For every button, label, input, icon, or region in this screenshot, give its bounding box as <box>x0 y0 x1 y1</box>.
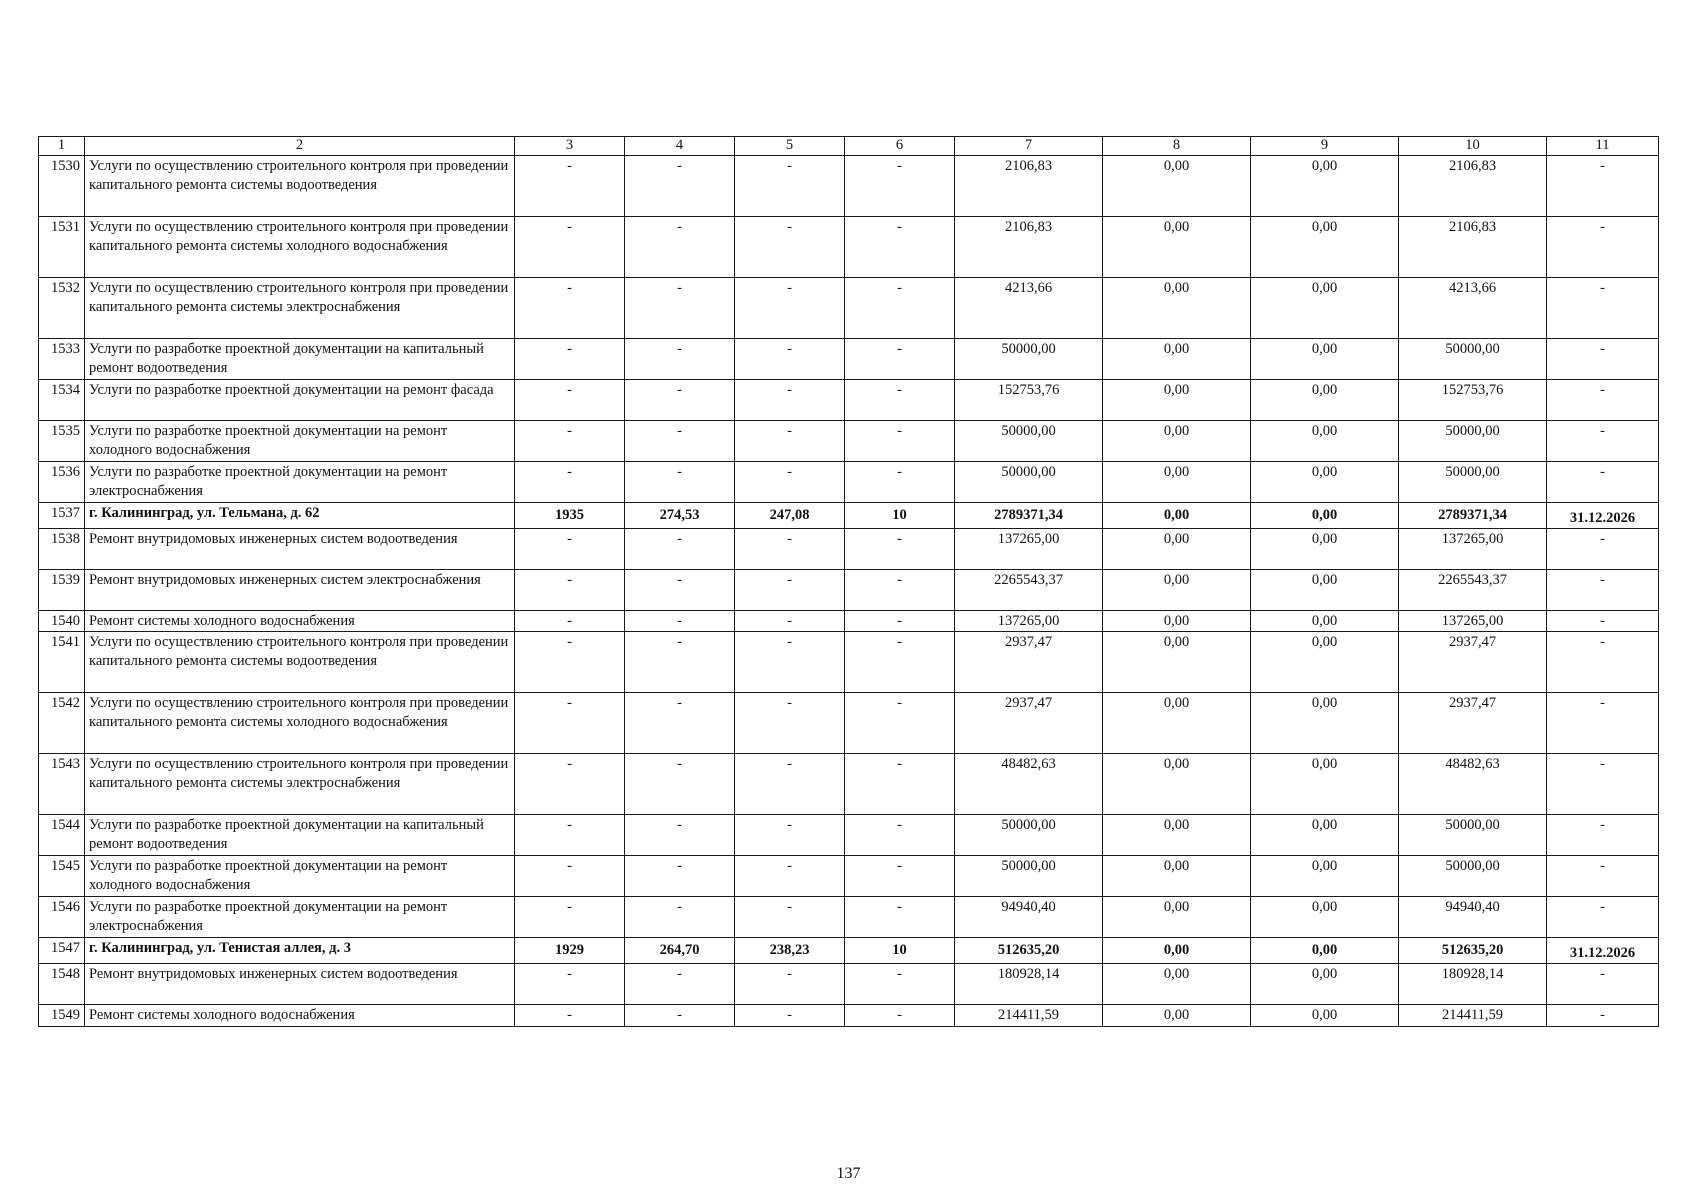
cell-row-number: 1545 <box>39 856 85 897</box>
cell-param-3: - <box>515 156 625 217</box>
cell-param-4: - <box>625 632 735 693</box>
cell-amount-8: 0,00 <box>1103 693 1251 754</box>
cell-amount-8: 0,00 <box>1103 938 1251 964</box>
table-row <box>39 462 1659 503</box>
cell-description: Ремонт внутридомовых инженерных систем водоотведения <box>85 529 515 570</box>
cell-param-4: - <box>625 570 735 611</box>
cell-amount-7: 94940,40 <box>955 897 1103 938</box>
cell-amount-7: 152753,76 <box>955 380 1103 421</box>
cell-description: Услуги по разработке проектной документации на ремонт холодного водоснабжения <box>85 856 515 897</box>
cell-deadline: - <box>1547 278 1659 339</box>
column-header-6: 6 <box>845 137 955 156</box>
cell-amount-10: 137265,00 <box>1399 611 1547 632</box>
cell-deadline: - <box>1547 570 1659 611</box>
cell-description: Услуги по разработке проектной документации на ремонт электроснабжения <box>85 897 515 938</box>
cell-description: Ремонт системы холодного водоснабжения <box>85 611 515 632</box>
cell-param-3: - <box>515 278 625 339</box>
table-header-row <box>39 137 1659 156</box>
table-row <box>39 964 1659 1005</box>
cell-param-4: - <box>625 421 735 462</box>
cell-param-6: - <box>845 815 955 856</box>
cell-amount-8: 0,00 <box>1103 1005 1251 1027</box>
cell-row-number: 1532 <box>39 278 85 339</box>
cell-amount-9: 0,00 <box>1251 156 1399 217</box>
column-header-8: 8 <box>1103 137 1251 156</box>
table-row <box>39 1005 1659 1027</box>
cell-param-5: - <box>735 693 845 754</box>
cell-param-6: - <box>845 754 955 815</box>
cell-amount-7: 180928,14 <box>955 964 1103 1005</box>
cell-param-6: - <box>845 964 955 1005</box>
cell-amount-8: 0,00 <box>1103 380 1251 421</box>
cell-description: Услуги по разработке проектной документации на капитальный ремонт водоотведения <box>85 339 515 380</box>
cell-amount-10: 50000,00 <box>1399 815 1547 856</box>
column-header-10: 10 <box>1399 137 1547 156</box>
cell-param-3: - <box>515 421 625 462</box>
table-row <box>39 570 1659 611</box>
cell-deadline: - <box>1547 964 1659 1005</box>
cell-amount-10: 180928,14 <box>1399 964 1547 1005</box>
cell-param-6: - <box>845 339 955 380</box>
cell-amount-10: 48482,63 <box>1399 754 1547 815</box>
cell-row-number: 1544 <box>39 815 85 856</box>
cell-description: Ремонт внутридомовых инженерных систем электроснабжения <box>85 570 515 611</box>
cell-amount-9: 0,00 <box>1251 462 1399 503</box>
cell-deadline: - <box>1547 693 1659 754</box>
cell-amount-7: 50000,00 <box>955 856 1103 897</box>
cell-amount-7: 512635,20 <box>955 938 1103 964</box>
table-row <box>39 278 1659 339</box>
cell-row-number: 1537 <box>39 503 85 529</box>
cell-amount-8: 0,00 <box>1103 217 1251 278</box>
cell-param-3: - <box>515 611 625 632</box>
cell-amount-7: 214411,59 <box>955 1005 1103 1027</box>
cell-param-6: - <box>845 156 955 217</box>
table-row <box>39 156 1659 217</box>
cell-deadline: - <box>1547 856 1659 897</box>
cell-amount-8: 0,00 <box>1103 570 1251 611</box>
cell-param-3: - <box>515 964 625 1005</box>
cell-deadline: - <box>1547 897 1659 938</box>
cell-amount-9: 0,00 <box>1251 217 1399 278</box>
table-row <box>39 897 1659 938</box>
cell-param-6: - <box>845 897 955 938</box>
table-row <box>39 856 1659 897</box>
cell-param-4: - <box>625 339 735 380</box>
cell-param-4: - <box>625 217 735 278</box>
cell-amount-8: 0,00 <box>1103 503 1251 529</box>
cell-param-4: - <box>625 815 735 856</box>
cell-row-number: 1547 <box>39 938 85 964</box>
cell-amount-7: 2789371,34 <box>955 503 1103 529</box>
cell-deadline: - <box>1547 529 1659 570</box>
cell-param-3: - <box>515 380 625 421</box>
cell-amount-9: 0,00 <box>1251 964 1399 1005</box>
column-header-7: 7 <box>955 137 1103 156</box>
cell-description: Услуги по разработке проектной документации на ремонт холодного водоснабжения <box>85 421 515 462</box>
column-header-2: 2 <box>85 137 515 156</box>
cell-deadline: 31.12.2026 <box>1547 503 1659 529</box>
cell-amount-10: 152753,76 <box>1399 380 1547 421</box>
cell-amount-8: 0,00 <box>1103 462 1251 503</box>
cell-description: Услуги по осуществлению строительного контроля при проведении капитального ремонта системы электроснабжения <box>85 754 515 815</box>
cell-row-number: 1530 <box>39 156 85 217</box>
cell-amount-8: 0,00 <box>1103 632 1251 693</box>
table-row <box>39 693 1659 754</box>
cell-param-3: - <box>515 217 625 278</box>
cell-description: г. Калининград, ул. Тенистая аллея, д. 3 <box>85 938 515 964</box>
cell-row-number: 1538 <box>39 529 85 570</box>
cell-amount-7: 48482,63 <box>955 754 1103 815</box>
table-row <box>39 611 1659 632</box>
cell-param-4: - <box>625 462 735 503</box>
cell-amount-10: 214411,59 <box>1399 1005 1547 1027</box>
cell-param-5: - <box>735 462 845 503</box>
cell-description: Услуги по осуществлению строительного контроля при проведении капитального ремонта системы холодного водоснабжения <box>85 693 515 754</box>
cell-description: Услуги по осуществлению строительного контроля при проведении капитального ремонта системы электроснабжения <box>85 278 515 339</box>
cell-description: Услуги по разработке проектной документации на ремонт электроснабжения <box>85 462 515 503</box>
cell-param-5: - <box>735 570 845 611</box>
cell-amount-7: 2937,47 <box>955 693 1103 754</box>
cell-param-6: 10 <box>845 503 955 529</box>
cell-amount-9: 0,00 <box>1251 380 1399 421</box>
cell-param-5: - <box>735 529 845 570</box>
cell-row-number: 1531 <box>39 217 85 278</box>
cell-amount-9: 0,00 <box>1251 632 1399 693</box>
cell-row-number: 1541 <box>39 632 85 693</box>
cell-deadline: - <box>1547 339 1659 380</box>
cell-amount-9: 0,00 <box>1251 529 1399 570</box>
cell-param-5: - <box>735 217 845 278</box>
column-header-3: 3 <box>515 137 625 156</box>
cell-param-5: - <box>735 421 845 462</box>
cell-row-number: 1549 <box>39 1005 85 1027</box>
cell-param-3: - <box>515 339 625 380</box>
cell-description: Услуги по осуществлению строительного контроля при проведении капитального ремонта системы водоотведения <box>85 156 515 217</box>
cell-amount-9: 0,00 <box>1251 611 1399 632</box>
cell-amount-10: 50000,00 <box>1399 339 1547 380</box>
cell-param-3: - <box>515 693 625 754</box>
page-number: 137 <box>836 1165 861 1182</box>
table-row <box>39 754 1659 815</box>
cell-amount-10: 4213,66 <box>1399 278 1547 339</box>
cell-row-number: 1540 <box>39 611 85 632</box>
cell-param-4: - <box>625 964 735 1005</box>
cell-amount-10: 2789371,34 <box>1399 503 1547 529</box>
cell-amount-10: 2106,83 <box>1399 156 1547 217</box>
cell-param-4: - <box>625 693 735 754</box>
registry-table-body <box>39 137 1659 1027</box>
cell-amount-9: 0,00 <box>1251 938 1399 964</box>
cell-param-5: - <box>735 1005 845 1027</box>
table-row <box>39 421 1659 462</box>
cell-param-6: - <box>845 693 955 754</box>
cell-deadline: - <box>1547 156 1659 217</box>
cell-amount-7: 4213,66 <box>955 278 1103 339</box>
cell-param-3: - <box>515 897 625 938</box>
cell-param-3: 1935 <box>515 503 625 529</box>
cell-amount-9: 0,00 <box>1251 897 1399 938</box>
cell-amount-9: 0,00 <box>1251 421 1399 462</box>
cell-param-5: - <box>735 856 845 897</box>
address-row <box>39 938 1659 964</box>
cell-amount-7: 137265,00 <box>955 529 1103 570</box>
cell-amount-10: 2937,47 <box>1399 632 1547 693</box>
cell-param-4: - <box>625 1005 735 1027</box>
cell-amount-10: 512635,20 <box>1399 938 1547 964</box>
cell-param-6: - <box>845 856 955 897</box>
cell-amount-8: 0,00 <box>1103 339 1251 380</box>
cell-amount-8: 0,00 <box>1103 529 1251 570</box>
cell-param-6: - <box>845 1005 955 1027</box>
cell-deadline: - <box>1547 421 1659 462</box>
cell-param-4: - <box>625 380 735 421</box>
registry-table-wrapper <box>38 136 1658 1027</box>
cell-param-5: 247,08 <box>735 503 845 529</box>
cell-amount-7: 137265,00 <box>955 611 1103 632</box>
cell-param-3: - <box>515 1005 625 1027</box>
cell-amount-9: 0,00 <box>1251 856 1399 897</box>
table-row <box>39 217 1659 278</box>
cell-deadline: - <box>1547 815 1659 856</box>
cell-param-6: - <box>845 632 955 693</box>
cell-param-3: - <box>515 570 625 611</box>
column-header-4: 4 <box>625 137 735 156</box>
cell-row-number: 1542 <box>39 693 85 754</box>
cell-param-6: - <box>845 462 955 503</box>
cell-param-3: - <box>515 632 625 693</box>
cell-amount-10: 50000,00 <box>1399 462 1547 503</box>
cell-description: Ремонт внутридомовых инженерных систем водоотведения <box>85 964 515 1005</box>
cell-amount-9: 0,00 <box>1251 815 1399 856</box>
cell-param-3: - <box>515 462 625 503</box>
cell-param-5: - <box>735 278 845 339</box>
cell-amount-7: 50000,00 <box>955 462 1103 503</box>
table-row <box>39 380 1659 421</box>
cell-amount-9: 0,00 <box>1251 570 1399 611</box>
cell-amount-9: 0,00 <box>1251 1005 1399 1027</box>
cell-param-6: - <box>845 217 955 278</box>
cell-param-6: 10 <box>845 938 955 964</box>
cell-row-number: 1535 <box>39 421 85 462</box>
cell-amount-7: 50000,00 <box>955 339 1103 380</box>
cell-amount-7: 2106,83 <box>955 156 1103 217</box>
cell-amount-7: 50000,00 <box>955 815 1103 856</box>
cell-deadline: - <box>1547 611 1659 632</box>
table-row <box>39 339 1659 380</box>
cell-amount-8: 0,00 <box>1103 611 1251 632</box>
cell-amount-9: 0,00 <box>1251 278 1399 339</box>
address-row <box>39 503 1659 529</box>
cell-param-5: - <box>735 632 845 693</box>
table-row <box>39 529 1659 570</box>
cell-amount-8: 0,00 <box>1103 897 1251 938</box>
cell-param-5: - <box>735 897 845 938</box>
cell-param-5: - <box>735 156 845 217</box>
cell-deadline: - <box>1547 1005 1659 1027</box>
cell-amount-10: 137265,00 <box>1399 529 1547 570</box>
cell-param-3: - <box>515 529 625 570</box>
cell-row-number: 1536 <box>39 462 85 503</box>
cell-deadline: - <box>1547 462 1659 503</box>
cell-amount-10: 2106,83 <box>1399 217 1547 278</box>
table-row <box>39 815 1659 856</box>
cell-row-number: 1533 <box>39 339 85 380</box>
cell-amount-10: 94940,40 <box>1399 897 1547 938</box>
cell-amount-7: 2937,47 <box>955 632 1103 693</box>
cell-param-4: - <box>625 156 735 217</box>
cell-param-5: - <box>735 815 845 856</box>
cell-param-6: - <box>845 570 955 611</box>
cell-param-5: 238,23 <box>735 938 845 964</box>
cell-amount-7: 50000,00 <box>955 421 1103 462</box>
cell-deadline: 31.12.2026 <box>1547 938 1659 964</box>
cell-description: Услуги по разработке проектной документации на ремонт фасада <box>85 380 515 421</box>
cell-description: г. Калининград, ул. Тельмана, д. 62 <box>85 503 515 529</box>
cell-amount-9: 0,00 <box>1251 754 1399 815</box>
table-row <box>39 632 1659 693</box>
cell-param-5: - <box>735 754 845 815</box>
registry-table <box>38 136 1659 1027</box>
cell-param-6: - <box>845 278 955 339</box>
cell-param-5: - <box>735 964 845 1005</box>
cell-row-number: 1546 <box>39 897 85 938</box>
cell-amount-8: 0,00 <box>1103 754 1251 815</box>
cell-amount-8: 0,00 <box>1103 815 1251 856</box>
cell-amount-8: 0,00 <box>1103 964 1251 1005</box>
cell-description: Ремонт системы холодного водоснабжения <box>85 1005 515 1027</box>
cell-param-6: - <box>845 611 955 632</box>
cell-param-4: 274,53 <box>625 503 735 529</box>
cell-row-number: 1534 <box>39 380 85 421</box>
cell-amount-10: 2937,47 <box>1399 693 1547 754</box>
cell-param-4: - <box>625 278 735 339</box>
cell-deadline: - <box>1547 632 1659 693</box>
column-header-11: 11 <box>1547 137 1659 156</box>
cell-amount-9: 0,00 <box>1251 503 1399 529</box>
column-header-5: 5 <box>735 137 845 156</box>
cell-param-3: - <box>515 754 625 815</box>
cell-row-number: 1543 <box>39 754 85 815</box>
cell-param-4: - <box>625 897 735 938</box>
cell-param-5: - <box>735 339 845 380</box>
cell-param-5: - <box>735 380 845 421</box>
cell-deadline: - <box>1547 754 1659 815</box>
cell-description: Услуги по осуществлению строительного контроля при проведении капитального ремонта системы холодного водоснабжения <box>85 217 515 278</box>
cell-param-6: - <box>845 421 955 462</box>
cell-amount-8: 0,00 <box>1103 156 1251 217</box>
cell-description: Услуги по осуществлению строительного контроля при проведении капитального ремонта системы водоотведения <box>85 632 515 693</box>
cell-amount-8: 0,00 <box>1103 421 1251 462</box>
cell-amount-9: 0,00 <box>1251 339 1399 380</box>
cell-deadline: - <box>1547 380 1659 421</box>
cell-param-4: - <box>625 754 735 815</box>
cell-amount-8: 0,00 <box>1103 856 1251 897</box>
cell-deadline: - <box>1547 217 1659 278</box>
cell-amount-10: 50000,00 <box>1399 856 1547 897</box>
cell-param-3: 1929 <box>515 938 625 964</box>
cell-param-4: - <box>625 856 735 897</box>
cell-param-4: 264,70 <box>625 938 735 964</box>
cell-param-6: - <box>845 380 955 421</box>
cell-amount-10: 50000,00 <box>1399 421 1547 462</box>
cell-param-4: - <box>625 529 735 570</box>
column-header-1: 1 <box>39 137 85 156</box>
cell-amount-9: 0,00 <box>1251 693 1399 754</box>
cell-amount-7: 2106,83 <box>955 217 1103 278</box>
cell-param-3: - <box>515 856 625 897</box>
cell-param-4: - <box>625 611 735 632</box>
column-header-9: 9 <box>1251 137 1399 156</box>
cell-amount-7: 2265543,37 <box>955 570 1103 611</box>
cell-amount-10: 2265543,37 <box>1399 570 1547 611</box>
cell-param-6: - <box>845 529 955 570</box>
cell-row-number: 1548 <box>39 964 85 1005</box>
cell-param-5: - <box>735 611 845 632</box>
cell-row-number: 1539 <box>39 570 85 611</box>
cell-amount-8: 0,00 <box>1103 278 1251 339</box>
cell-description: Услуги по разработке проектной документации на капитальный ремонт водоотведения <box>85 815 515 856</box>
cell-param-3: - <box>515 815 625 856</box>
